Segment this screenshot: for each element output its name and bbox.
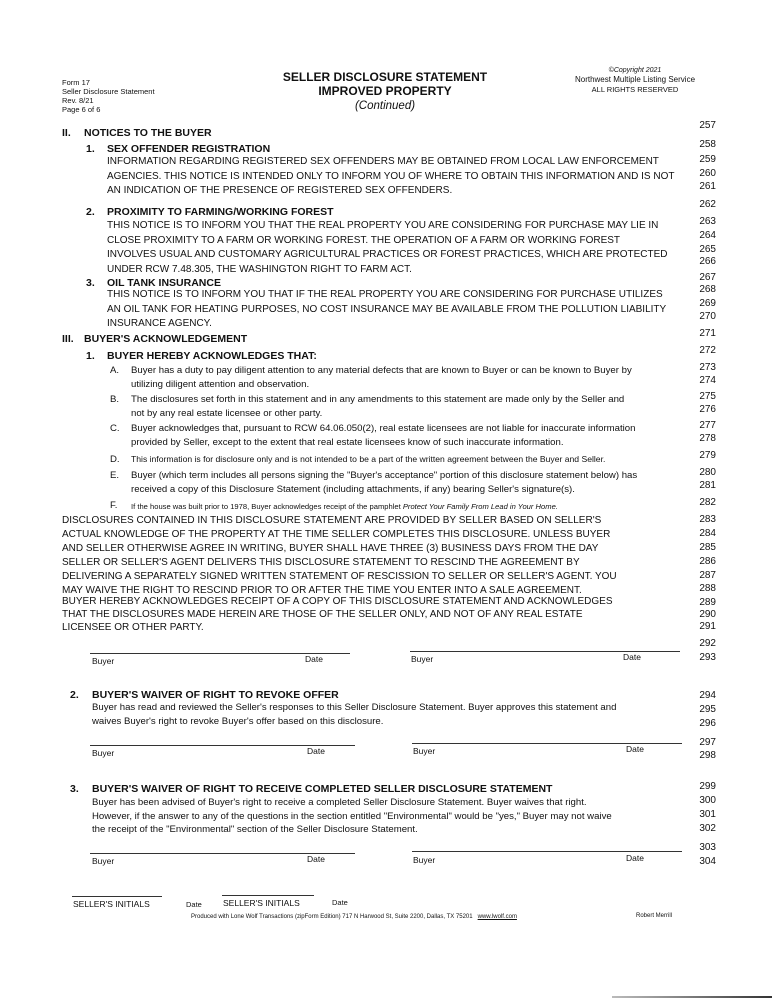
waiver-3-text [92, 796, 690, 837]
line-number: 272 [699, 345, 716, 356]
text-line: waives Buyer's right to revoke Buyer's offer based on this disclosure. [92, 715, 384, 727]
line-number: 265 [699, 244, 716, 255]
text-line: LICENSEE OR OTHER PARTY. [62, 622, 204, 633]
text-line: This information is for disclosure only and is not intended to be a part of the written agreement between the Buyer and Seller. [131, 454, 606, 464]
buyer-label: Buyer [413, 855, 436, 865]
item-letter: C. [110, 423, 120, 434]
text-line: The disclosures set forth in this statement and in any amendments to this statement are made only by the Seller and [131, 394, 625, 405]
line-number: 284 [699, 528, 716, 539]
notice-3-text [107, 288, 685, 332]
line-number: 295 [699, 704, 716, 715]
text-line: provided by Seller, except to the extent that real estate licensees know of such inaccurate information. [131, 436, 564, 448]
item-letter: D. [110, 454, 120, 465]
page-number: Page 6 of 6 [62, 105, 101, 114]
line-number: 289 [699, 597, 716, 608]
notice-3-number: 3. [86, 277, 95, 289]
line-number: 279 [699, 450, 716, 461]
line-number: 302 [699, 823, 716, 834]
buyer-label: Buyer [92, 656, 115, 666]
date-label: Date [626, 853, 644, 863]
section-2-title: NOTICES TO THE BUYER [84, 127, 212, 139]
item-letter: E. [110, 470, 120, 481]
item-letter: A. [110, 365, 120, 376]
line-number: 270 [699, 311, 716, 322]
waiver-2-text [92, 701, 688, 728]
line-number: 259 [699, 154, 716, 165]
title-line-2: IMPROVED PROPERTY [318, 84, 452, 98]
text-line: UNDER RCW 7.48.305, THE WASHINGTON RIGHT TO FARM ACT. [107, 263, 412, 275]
line-number: 293 [699, 652, 716, 663]
sellers-initials-label: SELLER'S INITIALS [73, 899, 150, 909]
text-line: THAT THE DISCLOSURES MADE HEREIN ARE THOSE OF THE SELLER ONLY, AND NOT OF ANY REAL ESTATE [62, 609, 583, 620]
text-line: If the house was built prior to 1978, Buyer acknowledges receipt of the pamphlet [131, 502, 403, 511]
line-number: 261 [699, 181, 716, 192]
text-line: utilizing diligent attention and observation. [131, 378, 310, 390]
line-number: 273 [699, 362, 716, 373]
rights: ALL RIGHTS RESERVED [591, 85, 679, 94]
ack-item-a [131, 364, 687, 391]
line-number: 285 [699, 542, 716, 553]
text-line: Buyer has a duty to pay diligent attention to any material defects that are known to Buyer or can be known to Buyer by [131, 365, 632, 376]
form-name: Seller Disclosure Statement [62, 87, 155, 96]
text-line: Buyer has read and reviewed the Seller's responses to this Seller Disclosure Statement. Buyer approves this statement and [92, 702, 617, 713]
line-number: 281 [699, 480, 716, 491]
line-number: 287 [699, 570, 716, 581]
line-number: 275 [699, 391, 716, 402]
text-line: Buyer acknowledges that, pursuant to RCW 64.06.050(2), real estate licensees are not liable for inaccurate information [131, 423, 636, 434]
date-label: Date [305, 654, 323, 664]
line-number: 258 [699, 139, 716, 150]
line-number: 274 [699, 375, 716, 386]
notice-3-title: OIL TANK INSURANCE [107, 277, 221, 289]
line-number: 280 [699, 467, 716, 478]
ack-item-f [131, 500, 687, 514]
buyer-label: Buyer [92, 748, 115, 758]
text-line: AN INDICATION OF THE PRESENCE OF REGISTERED SEX OFFENDERS. [107, 185, 453, 196]
text-line: ACTUAL KNOWLEDGE OF THE PROPERTY AT THE TIME SELLER COMPLETES THIS DISCLOSURE. UNLESS BUYER [62, 529, 611, 540]
section-3-roman: III. [62, 333, 74, 345]
text-line: INVOLVES USUAL AND CUSTOMARY AGRICULTURAL PRACTICES OR FOREST PRACTICES, WHICH ARE PROTECTED [107, 249, 668, 260]
page-title [250, 70, 520, 114]
text-line: MAY WAIVE THE RIGHT TO RESCIND PRIOR TO OR AFTER THE TIME YOU ENTER INTO A SALE AGREEMENT. [62, 585, 582, 596]
line-number: 296 [699, 718, 716, 729]
item-letter: F. [110, 500, 118, 511]
date-label: Date [626, 744, 644, 754]
initials-line[interactable] [72, 896, 162, 897]
form-revision: Rev. 8/21 [62, 96, 94, 105]
agent-name: Robert Merrill [636, 913, 673, 919]
text-line: Buyer has been advised of Buyer's right to receive a completed Seller Disclosure Statement. Buyer waives that right. [92, 797, 587, 808]
date-label: Date [307, 854, 325, 864]
copyright: ©Copyright 2021 [608, 67, 662, 74]
notice-2-title: PROXIMITY TO FARMING/WORKING FOREST [107, 206, 334, 218]
waiver-3-number: 3. [70, 783, 79, 795]
waiver-2-number: 2. [70, 689, 79, 701]
line-number: 297 [699, 737, 716, 748]
line-number: 304 [699, 856, 716, 867]
date-label: Date [307, 746, 325, 756]
line-number: 260 [699, 168, 716, 179]
waiver-2-title: BUYER'S WAIVER OF RIGHT TO REVOKE OFFER [92, 689, 339, 701]
produced-with-note [191, 914, 517, 920]
text-line: THIS NOTICE IS TO INFORM YOU THAT THE REAL PROPERTY YOU ARE CONSIDERING FOR PURCHASE MAY LIE IN [107, 220, 659, 231]
line-number: 294 [699, 690, 716, 701]
ack-1-title: BUYER HEREBY ACKNOWLEDGES THAT: [107, 350, 317, 362]
text-line: AND SELLER OTHERWISE AGREE IN WRITING, BUYER SHALL HAVE THREE (3) BUSINESS DAYS FROM THE DAY [62, 543, 599, 554]
buyer-label: Buyer [92, 856, 115, 866]
sellers-initials-label: SELLER'S INITIALS [223, 898, 300, 908]
notice-2-number: 2. [86, 206, 95, 218]
section-3-title: BUYER'S ACKNOWLEDGEMENT [84, 333, 248, 345]
text-line: INSURANCE AGENCY. [107, 318, 212, 329]
website-link[interactable]: www.lwolf.com [477, 914, 517, 920]
line-number: 277 [699, 420, 716, 431]
pamphlet-title: Protect Your Family From Lead in Your Home. [402, 502, 558, 511]
form-info [62, 78, 155, 114]
text-line: BUYER HEREBY ACKNOWLEDGES RECEIPT OF A COPY OF THIS DISCLOSURE STATEMENT AND ACKNOWLEDGES [62, 596, 613, 607]
line-number: 269 [699, 298, 716, 309]
initials-line[interactable] [222, 895, 314, 896]
line-number: 271 [699, 328, 716, 339]
text-line: DELIVERING A SEPARATELY SIGNED WRITTEN STATEMENT OF RESCISSION TO SELLER OR SELLER'S AGENT. YOU [62, 571, 617, 582]
ack-1-number: 1. [86, 350, 95, 362]
text-line: THIS NOTICE IS TO INFORM YOU THAT IF THE REAL PROPERTY YOU ARE CONSIDERING FOR PURCHASE UTILIZES [107, 289, 663, 300]
receipt-paragraph [62, 595, 686, 634]
section-2-roman: II. [62, 127, 71, 139]
ack-item-c [131, 422, 687, 449]
scan-edge-line [612, 996, 772, 998]
signature-line[interactable] [412, 851, 682, 852]
notice-1-title: SEX OFFENDER REGISTRATION [107, 143, 271, 155]
line-number: 267 [699, 272, 716, 283]
text-line: Buyer (which term includes all persons signing the "Buyer's acceptance" portion of this disclosure statement below) has [131, 470, 638, 481]
line-number: 283 [699, 514, 716, 525]
line-number: 300 [699, 795, 716, 806]
disclosure-paragraph [62, 514, 686, 598]
line-number: 268 [699, 284, 716, 295]
line-number: 292 [699, 638, 716, 649]
line-number: 299 [699, 781, 716, 792]
notice-2-text [107, 219, 685, 277]
line-number: 276 [699, 404, 716, 415]
waiver-3-title: BUYER'S WAIVER OF RIGHT TO RECEIVE COMPLETED SELLER DISCLOSURE STATEMENT [92, 783, 553, 795]
title-line-1: SELLER DISCLOSURE STATEMENT [282, 70, 488, 84]
notice-1-text [107, 155, 685, 199]
line-number: 298 [699, 750, 716, 761]
line-number: 266 [699, 256, 716, 267]
buyer-label: Buyer [411, 654, 434, 664]
line-number: 291 [699, 621, 716, 632]
text-line: SELLER OR SELLER'S AGENT DELIVERS THIS DISCLOSURE STATEMENT TO RESCIND THE AGREEMENT BY [62, 557, 580, 568]
line-number: 290 [699, 609, 716, 620]
item-letter: B. [110, 394, 120, 405]
date-label: Date [623, 652, 641, 662]
title-line-3: (Continued) [354, 100, 416, 112]
ack-item-d [131, 453, 687, 467]
date-label: Date [186, 900, 202, 909]
buyer-label: Buyer [413, 746, 436, 756]
line-number: 288 [699, 583, 716, 594]
ack-item-e [131, 469, 687, 496]
copyright-block [555, 66, 715, 94]
text-line: the receipt of the "Environmental" section of the Seller Disclosure Statement. [92, 824, 418, 835]
produced-text: Produced with Lone Wolf Transactions (zipForm Edition) 717 N Harwood St, Suite 2200, Dallas, TX 75201 [191, 914, 473, 920]
text-line: However, if the answer to any of the questions in the section entitled "Environmental" would be "yes," Buyer may not waive [92, 810, 612, 822]
form-number: Form 17 [62, 78, 90, 87]
text-line: DISCLOSURES CONTAINED IN THIS DISCLOSURE STATEMENT ARE PROVIDED BY SELLER BASED ON SELLER'S [62, 515, 602, 526]
line-number: 264 [699, 230, 716, 241]
line-number: 278 [699, 433, 716, 444]
line-number: 282 [699, 497, 716, 508]
date-label: Date [332, 898, 348, 907]
text-line: not by any real estate licensee or other party. [131, 407, 323, 419]
line-number: 303 [699, 842, 716, 853]
line-number: 286 [699, 556, 716, 567]
line-number: 262 [699, 199, 716, 210]
text-line: INFORMATION REGARDING REGISTERED SEX OFFENDERS MAY BE OBTAINED FROM LOCAL LAW ENFORCEMENT [107, 156, 659, 167]
organization: Northwest Multiple Listing Service [574, 75, 696, 84]
line-number: 257 [699, 120, 716, 131]
line-number: 301 [699, 809, 716, 820]
text-line: AN OIL TANK FOR HEATING PURPOSES, NO COST INSURANCE MAY BE AVAILABLE FROM THE POLLUTION LIABILITY [107, 303, 667, 315]
text-line: AGENCIES. THIS NOTICE IS INTENDED ONLY TO INFORM YOU OF WHERE TO OBTAIN THIS INFORMATION AND IS NOT [107, 170, 675, 182]
ack-item-b [131, 393, 687, 420]
text-line: CLOSE PROXIMITY TO A FARM OR WORKING FOREST. THE OPERATION OF A FARM OR WORKING FOREST [107, 234, 621, 246]
line-number: 263 [699, 216, 716, 227]
notice-1-number: 1. [86, 143, 95, 155]
text-line: received a copy of this Disclosure Statement (including attachments, if any) bearing Seller's signature(s). [131, 483, 575, 495]
